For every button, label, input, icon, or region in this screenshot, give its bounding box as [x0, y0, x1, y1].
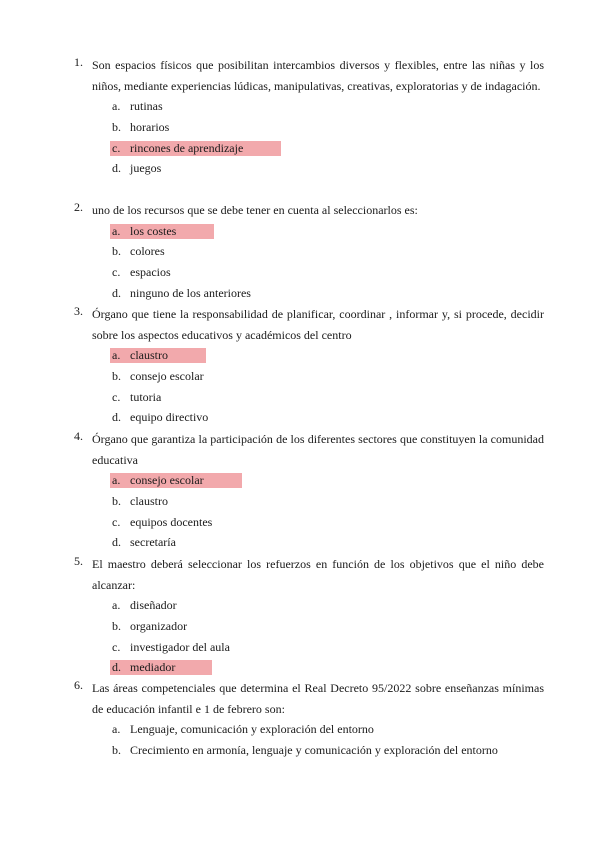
option-list [74, 595, 544, 678]
option-letter: d. [112, 660, 121, 675]
option-d-correct [74, 657, 544, 678]
option-letter: d. [112, 535, 121, 550]
question-text: Las áreas competenciales que determina el Real Decreto 95/2022 sobre enseñanzas mínimas de educación infantil e 1 de febrero son: [92, 681, 544, 716]
question-text: El maestro deberá seleccionar los refuerzos en función de los objetivos que el niño debe alcanzar: [92, 557, 544, 592]
option-a-correct [74, 221, 544, 242]
option-a [74, 595, 544, 616]
question-2 [74, 200, 544, 304]
question-6 [74, 678, 544, 761]
option-letter: a. [112, 598, 121, 612]
option-b [74, 491, 544, 512]
question-4 [74, 429, 544, 553]
option-text: Crecimiento en armonía, lenguaje y comunicación y exploración del entorno [130, 742, 498, 757]
option-c [74, 637, 544, 658]
option-text: mediador [130, 660, 176, 675]
option-text: equipos docentes [130, 514, 213, 529]
option-a-correct [74, 345, 544, 366]
question-text: Órgano que garantiza la participación de los diferentes sectores que constituyen la comunidad educativa [92, 432, 544, 467]
option-text: secretaría [130, 535, 176, 550]
option-text: Lenguaje, comunicación y exploración del entorno [130, 722, 374, 736]
question-number: 6. [74, 678, 83, 692]
option-a-correct [74, 470, 544, 491]
option-b [74, 740, 544, 761]
question-text: uno de los recursos que se debe tener en cuenta al seleccionarlos es: [92, 203, 418, 217]
option-d [74, 158, 544, 179]
question-number: 5. [74, 554, 83, 568]
option-b [74, 366, 544, 387]
option-letter: c. [112, 639, 121, 654]
option-letter: a. [112, 99, 121, 113]
option-d [74, 283, 544, 304]
option-text: tutoria [130, 389, 162, 404]
option-d [74, 407, 544, 428]
question-number: 3. [74, 304, 83, 318]
option-letter: c. [112, 514, 121, 529]
option-b [74, 117, 544, 138]
option-list [74, 719, 544, 761]
option-text: rutinas [130, 99, 163, 113]
option-letter: b. [112, 618, 121, 633]
option-text: consejo escolar [130, 368, 204, 383]
option-text: espacios [130, 265, 171, 280]
option-letter: b. [112, 368, 121, 383]
option-list [74, 96, 544, 179]
option-text: rincones de aprendizaje [130, 140, 244, 155]
option-a [74, 96, 544, 117]
option-letter: d. [112, 161, 121, 176]
question-number: 1. [74, 55, 83, 69]
option-letter: a. [112, 223, 121, 238]
option-letter: a. [112, 348, 121, 362]
question-number: 2. [74, 200, 83, 214]
option-text: los costes [130, 223, 177, 238]
question-3 [74, 304, 544, 428]
option-a [74, 719, 544, 740]
option-b [74, 616, 544, 637]
option-list [74, 470, 544, 553]
option-text: colores [130, 244, 165, 259]
option-letter: d. [112, 410, 121, 425]
option-text: ninguno de los anteriores [130, 285, 251, 300]
option-c-correct [74, 138, 544, 159]
option-letter: b. [112, 493, 121, 508]
option-letter: a. [112, 473, 121, 487]
option-letter: c. [112, 389, 121, 404]
option-text: diseñador [130, 598, 177, 612]
question-text: Son espacios físicos que posibilitan intercambios diversos y flexibles, entre las niñas y los niños, mediante experiencias lúdicas, manipulativas, creativas, exploratorias y de indagación. [92, 58, 544, 93]
option-text: juegos [130, 161, 162, 176]
option-text: consejo escolar [130, 473, 204, 487]
option-letter: b. [112, 742, 121, 757]
option-text: claustro [130, 493, 168, 508]
option-list [74, 345, 544, 428]
option-letter: b. [112, 244, 121, 259]
option-letter: b. [112, 119, 121, 134]
option-text: equipo directivo [130, 410, 209, 425]
option-letter: c. [112, 140, 121, 155]
option-letter: a. [112, 722, 121, 736]
option-letter: d. [112, 285, 121, 300]
option-c [74, 262, 544, 283]
option-text: organizador [130, 618, 188, 633]
option-c [74, 512, 544, 533]
question-1 [74, 55, 544, 179]
option-list [74, 221, 544, 304]
question-text: Órgano que tiene la responsabilidad de planificar, coordinar , informar y, si procede, decidir sobre los aspectos educativos y académicos del centro [92, 307, 544, 342]
option-text: horarios [130, 119, 170, 134]
option-b [74, 241, 544, 262]
option-text: investigador del aula [130, 639, 230, 654]
option-d [74, 532, 544, 553]
option-letter: c. [112, 265, 121, 280]
option-text: claustro [130, 348, 168, 362]
option-c [74, 387, 544, 408]
question-5 [74, 554, 544, 678]
question-number: 4. [74, 429, 83, 443]
